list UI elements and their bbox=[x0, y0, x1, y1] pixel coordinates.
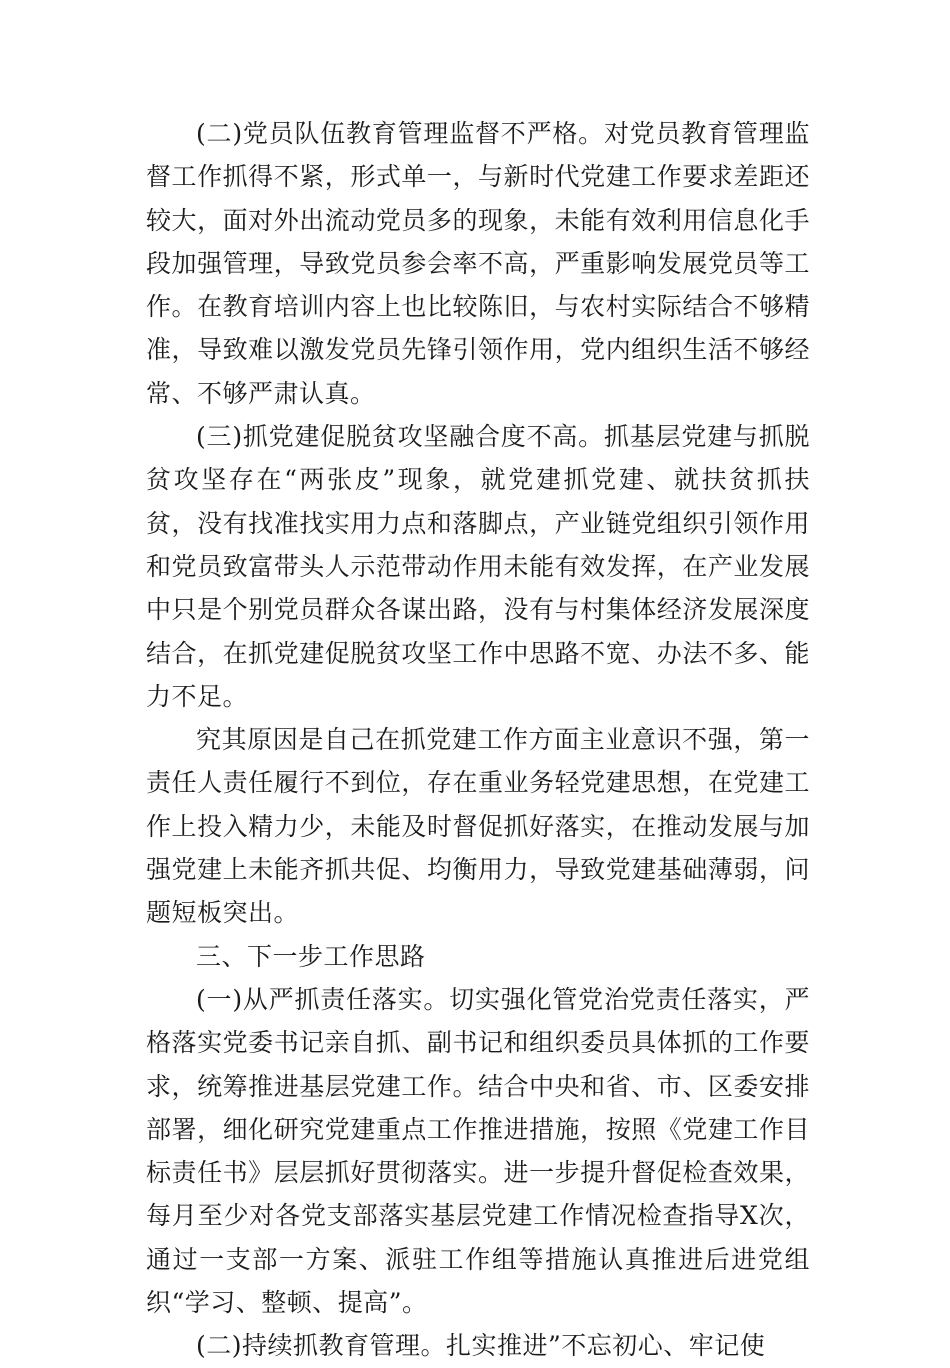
paragraph-root-cause: 究其原因是自己在抓党建工作方面主业意识不强，第一责任人责任履行不到位，存在重业务轻党建思想，在党建工作上投入精力少，未能及时督促抓好落实，在推动发展与加强党建上未能齐抓共促、均衡用力，导致党建基础薄弱，问题短板突出。 bbox=[146, 725, 810, 928]
section-heading-next-steps: 三、下一步工作思路 bbox=[196, 941, 426, 971]
paragraph-education-management: (二)持续抓教育管理。扎实推进”不忘初心、牢记使 bbox=[196, 1331, 766, 1361]
document-body bbox=[146, 112, 810, 1368]
paragraph-party-member-supervision: (二)党员队伍教育管理监督不严格。对党员教育管理监督工作抓得不紧，形式单一，与新时代党建工作要求差距还较大，面对外出流动党员多的现象，未能有效利用信息化手段加强管理，导致党员参会率不高，严重影响发展党员等工作。在教育培训内容上也比较陈旧，与农村实际结合不够精准，导致难以激发党员先锋引领作用，党内组织生活不够经常、不够严肃认真。 bbox=[146, 119, 810, 408]
paragraph-responsibility: (一)从严抓责任落实。切实强化管党治党责任落实，严格落实党委书记亲自抓、副书记和组织委员具体抓的工作要求，统筹推进基层党建工作。结合中央和省、市、区委安排部署，细化研究党建重点工作推进措施，按照《党建工作目标责任书》层层抓好贯彻落实。进一步提升督促检查效果，每月至少对各党支部落实基层党建工作情况检查指导X次，通过一支部一方案、派驻工作组等措施认真推进后进党组织“学习、整顿、提高”。 bbox=[146, 984, 810, 1318]
paragraph-poverty-alleviation: (三)抓党建促脱贫攻坚融合度不高。抓基层党建与抓脱贫攻坚存在“两张皮”现象，就党建抓党建、就扶贫抓扶贫，没有找准找实用力点和落脚点，产业链党组织引领作用和党员致富带头人示范带动作用未能有效发挥，在产业发展中只是个别党员群众各谋出路，没有与村集体经济发展深度结合，在抓党建促脱贫攻坚工作中思路不宽、办法不多、能力不足。 bbox=[146, 422, 810, 711]
